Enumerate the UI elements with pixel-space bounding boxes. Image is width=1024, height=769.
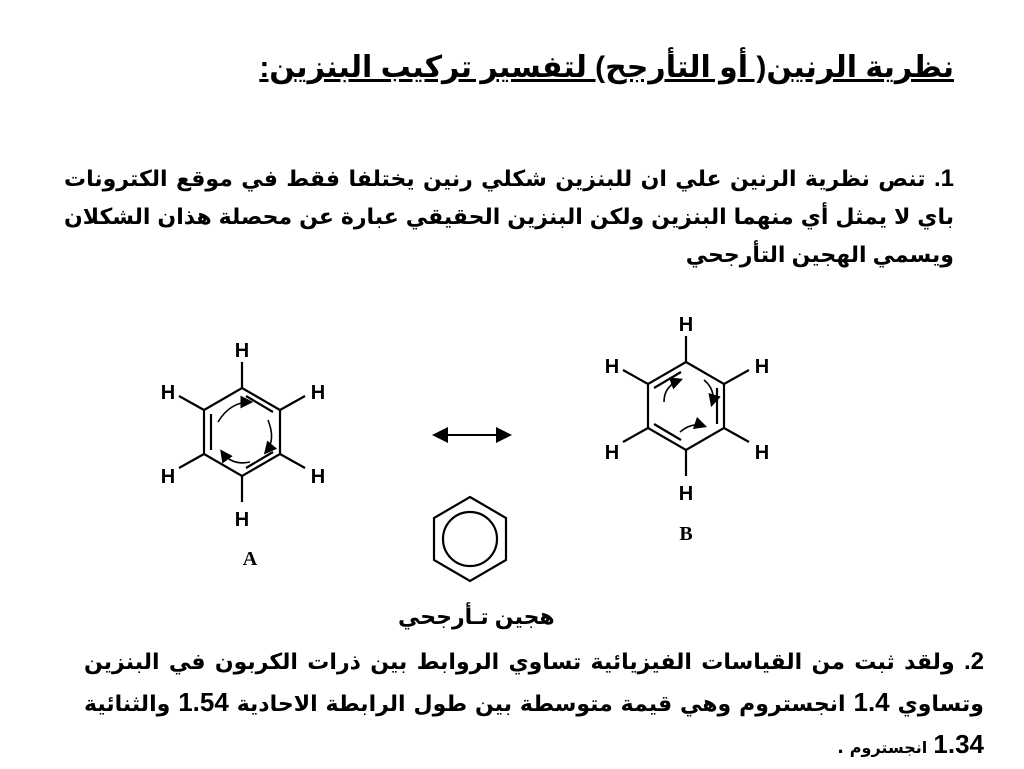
point-1-number: 1. bbox=[933, 165, 954, 192]
atom-h-a-bottom-left: H bbox=[160, 466, 176, 488]
ring-hybrid bbox=[434, 497, 506, 581]
atom-h-a-top: H bbox=[234, 340, 250, 362]
atom-h-b-top-right: H bbox=[754, 356, 770, 378]
label-a: A bbox=[242, 548, 258, 570]
bond-length-single: 1.54 bbox=[178, 687, 229, 717]
atom-h-a-bottom: H bbox=[234, 509, 250, 531]
atom-h-a-bottom-right: H bbox=[310, 466, 326, 488]
structure-a bbox=[179, 362, 305, 502]
point-1-text: تنص نظرية الرنين علي ان للبنزين شكلي رنين يختلفا فقط في موقع الكترونات باي لا يمثل أي منهما البنزين ولكن البنزين الحقيقي عبارة عن محصلة هذان الشكلان ويسمي الهجين التأرجحي bbox=[64, 166, 954, 267]
point-2-text-a: ولقد ثبت من القياسات الفيزيائية تساوي الروابط بين ذرات الكربون في البنزين وتساوي bbox=[84, 649, 984, 716]
point-2-end: . bbox=[837, 733, 844, 758]
structure-b bbox=[623, 336, 749, 476]
page-title: نظرية الرنين( أو التأرجح) لتفسير تركيب البنزين: bbox=[259, 51, 954, 84]
atom-h-a-top-right: H bbox=[310, 382, 326, 404]
atom-h-b-bottom: H bbox=[678, 483, 694, 505]
hybrid-structure bbox=[434, 497, 506, 581]
atom-h-a-top-left: H bbox=[160, 382, 176, 404]
bond-length-equal: 1.4 bbox=[853, 687, 890, 717]
bond-length-double: 1.34 bbox=[933, 729, 984, 759]
point-2 bbox=[84, 642, 984, 769]
atom-h-b-bottom-left: H bbox=[604, 442, 620, 464]
point-2-text-b: انجستروم وهي قيمة متوسطة بين طول الرابطة الاحادية bbox=[236, 691, 846, 716]
atom-h-b-top-left: H bbox=[604, 356, 620, 378]
ring-b bbox=[648, 362, 724, 450]
unit-small: انجستروم bbox=[849, 740, 928, 757]
hybrid-caption: هجين تـأرجحي bbox=[398, 604, 555, 629]
point-2-text-c: والثنائية bbox=[84, 691, 171, 716]
label-b: B bbox=[679, 523, 693, 545]
atom-h-b-bottom-right: H bbox=[754, 442, 770, 464]
point-2-number: 2. bbox=[963, 648, 984, 675]
atom-h-b-top: H bbox=[678, 314, 694, 336]
